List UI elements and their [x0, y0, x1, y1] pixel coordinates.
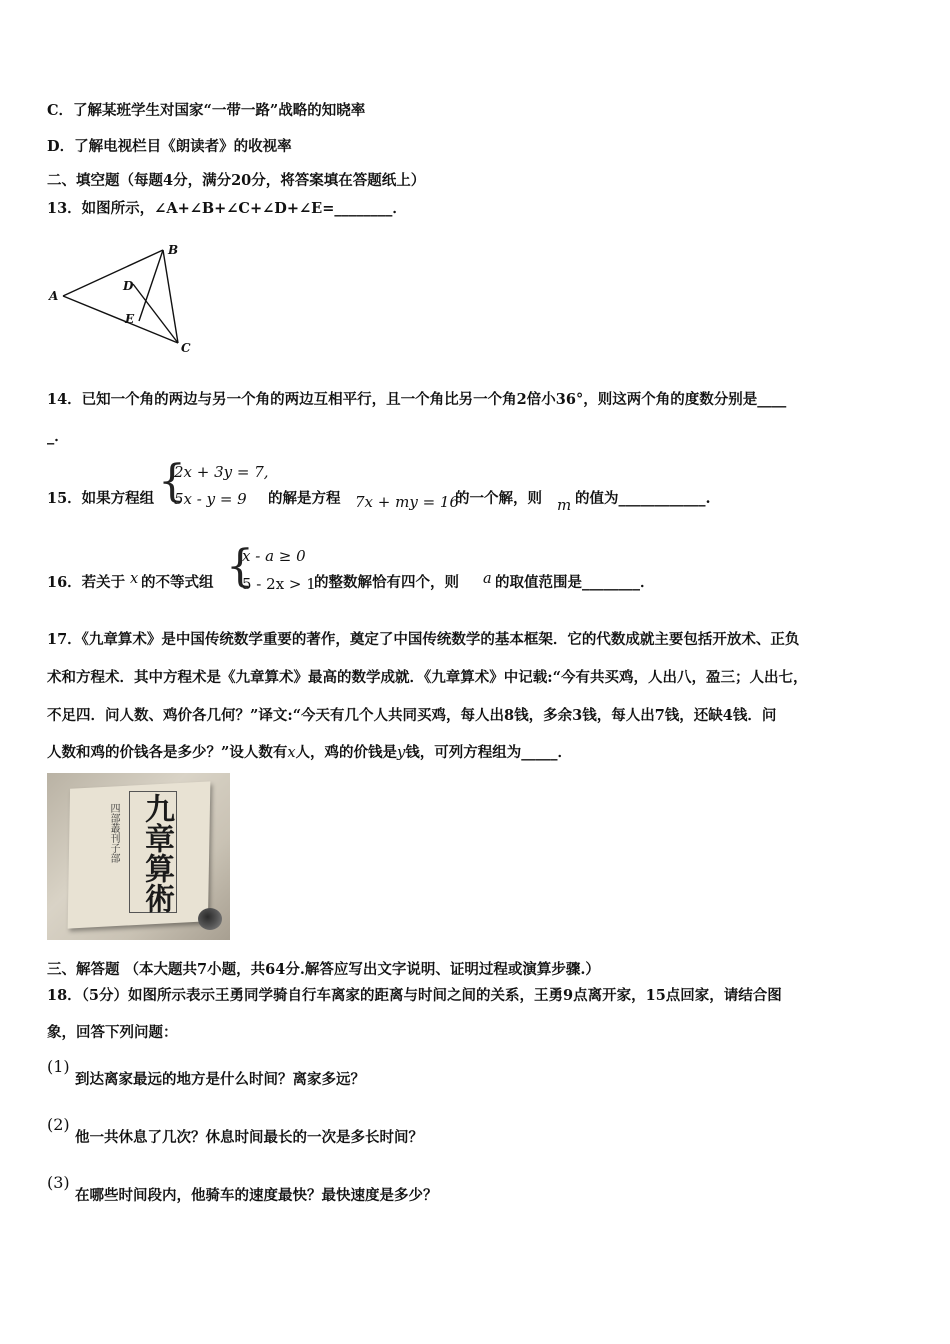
option-d: D．了解电视栏目《朗读者》的收视率 — [47, 138, 292, 155]
label-e: E — [125, 312, 135, 326]
question-15-equation-1: 2x + 3y = 7, — [174, 463, 269, 481]
scroll-end — [198, 908, 222, 930]
question-15-equation: 7x + my = 16 — [355, 493, 459, 511]
question-15-suffix: 的一个解，则 — [455, 490, 542, 507]
question-16-end: 的取值范围是________． — [495, 574, 655, 591]
question-18-line-2: 象，回答下列问题： — [47, 1024, 178, 1041]
figure-13-star-diagram — [45, 238, 205, 363]
question-16-var-a: a — [483, 571, 492, 587]
option-c: C．了解某班学生对国家“一带一路”战略的知晓率 — [47, 102, 366, 119]
subquestion-3-text: 在哪些时间段内，他骑车的速度最快？最快速度是多少？ — [75, 1187, 438, 1204]
question-16-inequality-2: 5 - 2x > 1 — [242, 575, 316, 593]
question-17-line-4-pre: 人数和鸡的价钱各是多少？”设人数有 — [47, 744, 288, 761]
label-b: B — [168, 243, 179, 257]
subquestion-3-number: (3) — [47, 1173, 70, 1192]
section-3-heading: 三、解答题 （本大题共7小题，共64分.解答应写出文字说明、证明过程或演算步骤.） — [47, 961, 600, 978]
question-17-var-y: y — [397, 745, 406, 761]
question-18-line-1: 18．（5分）如图所示表示王勇同学骑自行车离家的距离与时间之间的关系，王勇9点离开家，15点回家，请结合图 — [47, 987, 782, 1004]
segment-b-c — [163, 250, 178, 343]
question-15-prefix: 15．如果方程组 — [47, 490, 155, 507]
question-15-middle: 的解是方程 — [268, 490, 341, 507]
question-17-line-3: 不足四．问人数、鸡价各几何？”译文:“今天有几个人共同买鸡，每人出8钱，多余3钱，每人出7钱，还缺4钱．问 — [47, 707, 777, 724]
question-14-line-2: _． — [47, 428, 69, 445]
segment-a-b — [63, 250, 163, 296]
question-15-equation-2: 5x - y = 9 — [174, 490, 247, 508]
label-d: D — [123, 279, 134, 293]
question-17-line-4 — [47, 743, 917, 763]
question-17-line-1: 17．《九章算术》是中国传统数学重要的著作，奠定了中国传统数学的基本框架．它的代数成就主要包括开放术、正负 — [47, 631, 800, 648]
question-14-line-1: 14．已知一个角的两边与另一个角的两边互相平行，且一个角比另一个角2倍小36°，则这两个角的度数分别是____ — [47, 391, 787, 408]
segment-b-e — [139, 250, 163, 321]
question-16-mid-1: 的不等式组 — [141, 574, 214, 591]
question-15-var-m: m — [557, 496, 572, 514]
question-13: 13．如图所示，∠A+∠B+∠C+∠D+∠E=________． — [47, 200, 407, 217]
subquestion-2-text: 他一共休息了几次？休息时间最长的一次是多长时间？ — [75, 1129, 423, 1146]
label-a: A — [49, 289, 59, 303]
question-15-end: 的值为____________. — [575, 490, 711, 507]
question-16-brace: { — [226, 541, 254, 592]
subquestion-1-number: (1) — [47, 1057, 70, 1076]
question-16-mid-2: 的整数解恰有四个，则 — [314, 574, 459, 591]
book-title: 九章算術 — [139, 793, 174, 913]
jiuzhang-suanshu-book-photo — [47, 773, 230, 940]
label-c: C — [181, 341, 191, 355]
section-2-heading: 二、填空题（每题4分，满分20分，将答案填在答题纸上） — [47, 172, 426, 189]
question-17-line-4-post: 钱，可列方程组为_____． — [405, 744, 572, 761]
question-16-inequality-1: x - a ≥ 0 — [242, 547, 306, 565]
question-17-line-2: 术和方程术．其中方程术是《九章算术》最高的数学成就．《九章算术》中记载:“今有共买鸡，人出八，盈三；人出七， — [47, 669, 808, 686]
subquestion-2-number: (2) — [47, 1115, 70, 1134]
book-side-text: 四部叢刊子部 — [108, 803, 119, 863]
question-17-var-x: x — [287, 745, 296, 761]
question-17-line-4-mid: 人，鸡的价钱是 — [295, 744, 398, 761]
question-16-prefix: 16．若关于 — [47, 574, 126, 591]
subquestion-1-text: 到达离家最远的地方是什么时间？离家多远？ — [75, 1071, 365, 1088]
question-16-var-x: x — [130, 571, 139, 587]
question-15-brace: { — [158, 456, 186, 507]
